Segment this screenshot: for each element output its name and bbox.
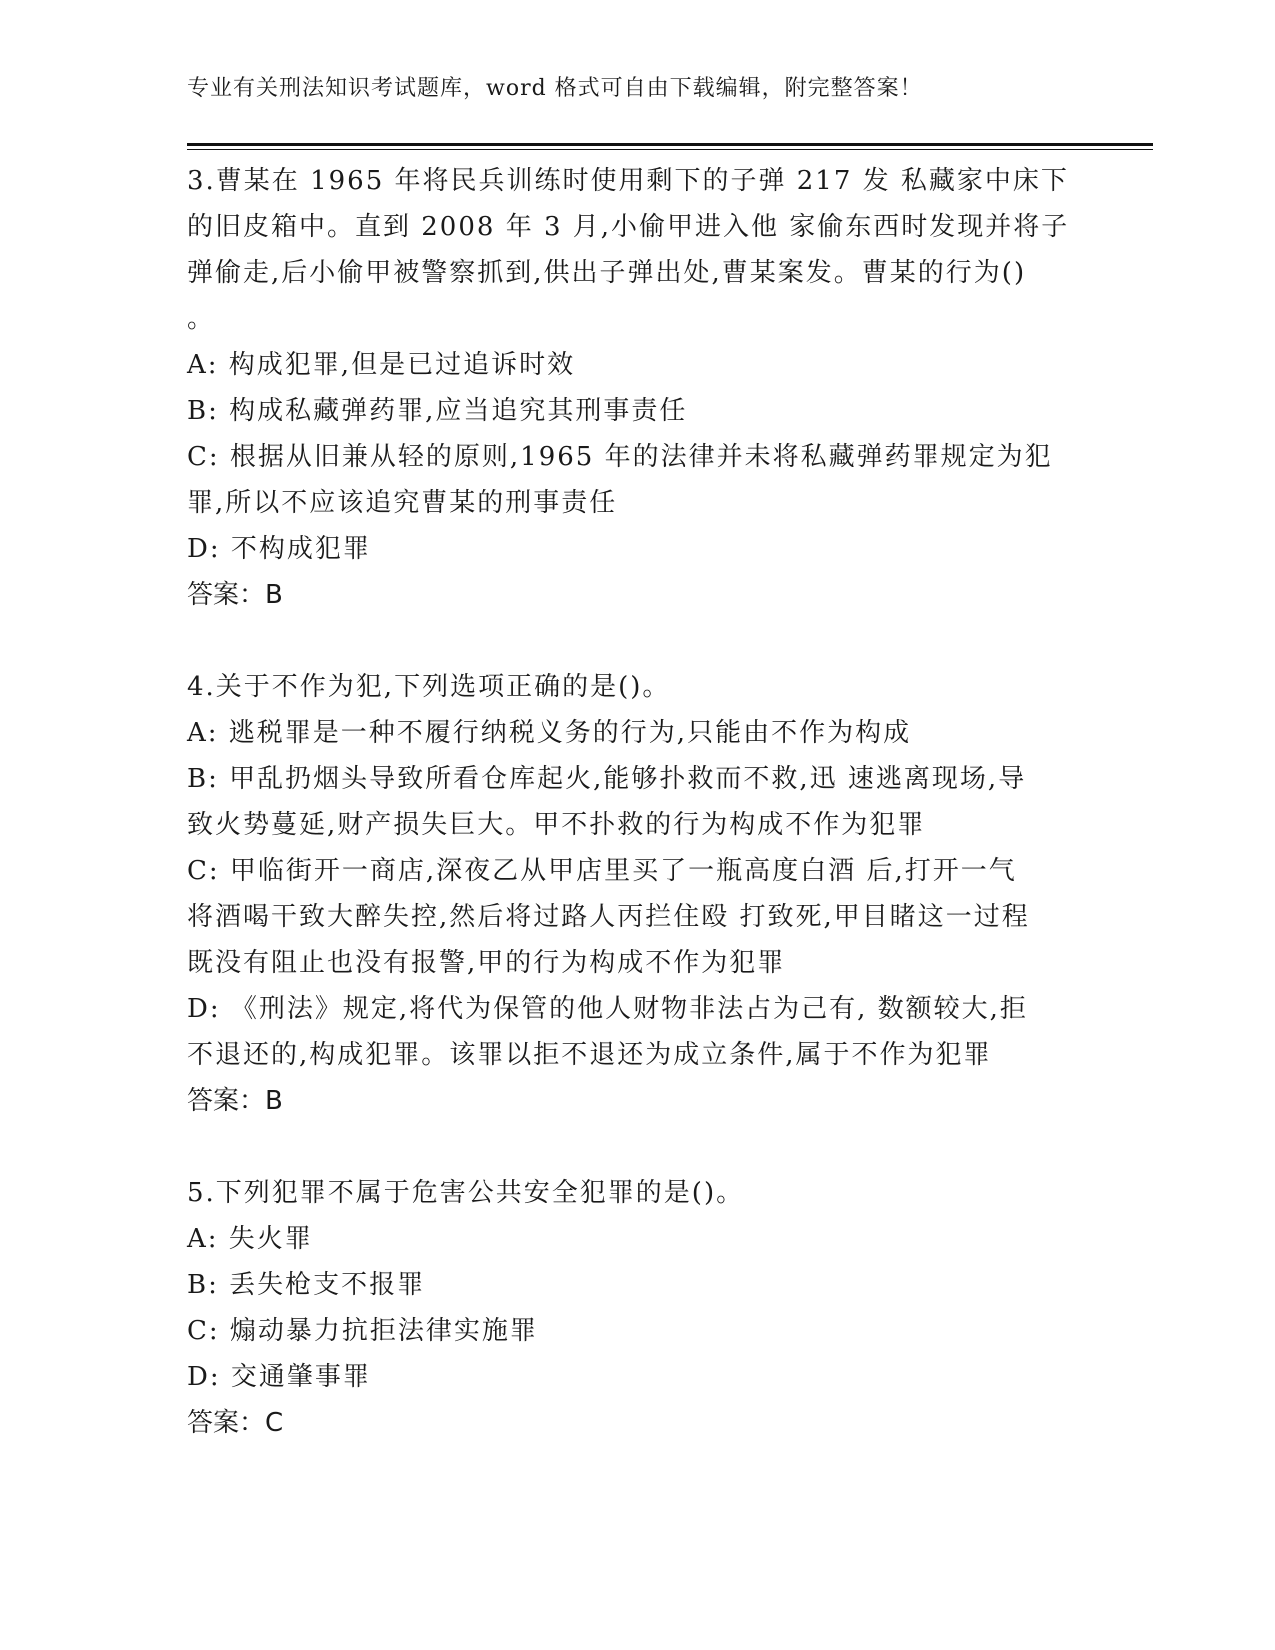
question-stem-line: 3.曹某在 1965 年将民兵训练时使用剩下的子弹 217 发 私藏家中床下 xyxy=(187,166,1069,196)
option-d-continued: 不退还的,构成犯罪。该罪以拒不退还为成立条件,属于不作为犯罪 xyxy=(187,1040,992,1070)
option-c-continued: 既没有阻止也没有报警,甲的行为构成不作为犯罪 xyxy=(187,948,786,978)
option-a: A: 构成犯罪,但是已过追诉时效 xyxy=(187,350,576,380)
question-spacer xyxy=(187,1124,1087,1170)
option-b: B: 丢失枪支不报罪 xyxy=(187,1270,426,1300)
option-a: A: 逃税罪是一种不履行纳税义务的行为,只能由不作为构成 xyxy=(187,718,912,748)
answer-label: 答案：B xyxy=(187,580,283,610)
question-5 xyxy=(187,1170,1087,1446)
option-c-continued: 罪,所以不应该追究曹某的刑事责任 xyxy=(187,488,618,518)
option-d: D: 《刑法》规定,将代为保管的他人财物非法占为己有, 数额较大,拒 xyxy=(187,994,1028,1024)
header-rule-thin xyxy=(187,149,1153,150)
question-stem-line: 的旧皮箱中。直到 2008 年 3 月,小偷甲进入他 家偷东西时发现并将子 xyxy=(187,212,1070,242)
option-c: C: 根据从旧兼从轻的原则,1965 年的法律并未将私藏弹药罪规定为犯 xyxy=(187,442,1053,472)
option-b-continued: 致火势蔓延,财产损失巨大。甲不扑救的行为构成不作为犯罪 xyxy=(187,810,926,840)
answer-label: 答案：C xyxy=(187,1408,284,1438)
question-stem-line: 弹偷走,后小偷甲被警察抓到,供出子弹出处,曹某案发。曹某的行为() xyxy=(187,258,1027,288)
question-stem-line: 4.关于不作为犯,下列选项正确的是()。 xyxy=(187,672,671,702)
question-list xyxy=(187,158,1087,1446)
option-a: A: 失火罪 xyxy=(187,1224,313,1254)
header-rule-thick xyxy=(187,143,1153,146)
question-stem-line: 。 xyxy=(187,304,216,334)
option-c: C: 煽动暴力抗拒法律实施罪 xyxy=(187,1316,538,1346)
option-b: B: 甲乱扔烟头导致所看仓库起火,能够扑救而不救,迅 速逃离现场,导 xyxy=(187,764,1027,794)
answer-label: 答案：B xyxy=(187,1086,283,1116)
option-c: C: 甲临街开一商店,深夜乙从甲店里买了一瓶高度白酒 后,打开一气 xyxy=(187,856,1017,886)
option-b: B: 构成私藏弹药罪,应当追究其刑事责任 xyxy=(187,396,688,426)
question-spacer xyxy=(187,618,1087,664)
question-stem-line: 5.下列犯罪不属于危害公共安全犯罪的是()。 xyxy=(187,1178,745,1208)
page-header: 专业有关刑法知识考试题库，word 格式可自由下载编辑，附完整答案！ xyxy=(187,76,923,101)
option-d: D: 交通肇事罪 xyxy=(187,1362,371,1392)
question-4 xyxy=(187,664,1087,1124)
question-3 xyxy=(187,158,1087,618)
option-d: D: 不构成犯罪 xyxy=(187,534,371,564)
option-c-continued: 将酒喝干致大醉失控,然后将过路人丙拦住殴 打致死,甲目睹这一过程 xyxy=(187,902,1030,932)
